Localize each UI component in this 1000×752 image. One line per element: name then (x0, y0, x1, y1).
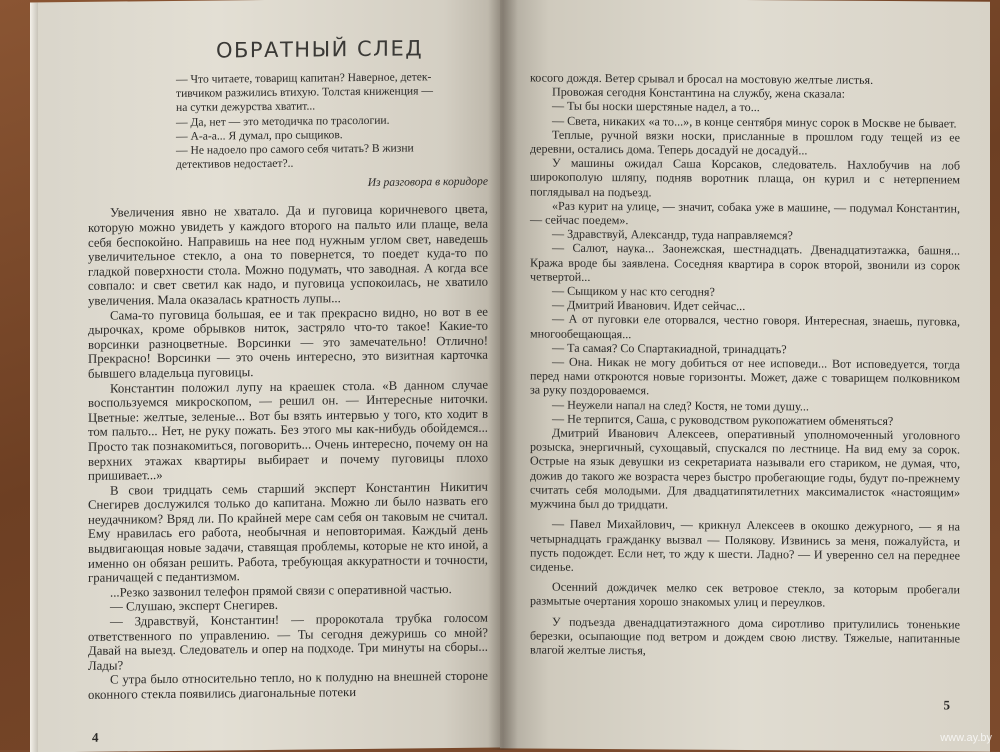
left-page (30, 0, 500, 752)
right-page (500, 0, 990, 752)
paragraph: ...Резко зазвонил телефон прямой связи с оперативной частью. (110, 581, 452, 600)
epigraph-line: — Что читаете, товарищ капитан? Наверное, детек- (176, 70, 432, 86)
paragraph: «Раз курит на улице, — значит, собака уже в машине, — подумал Константин, — сейчас поедем». (530, 198, 960, 228)
epigraph-line: — Не надоело про самого себя читать? В жизни (176, 141, 414, 157)
page-number-left: 4 (92, 729, 99, 745)
paragraph: — А от пуговки еле оторвался, честно говоря. Интересная, знаешь, пуговка, многообещающая... (530, 312, 960, 341)
paragraph: — Здравствуй, Александр, туда направляемся? (552, 226, 793, 243)
watermark: www.ay.by (940, 732, 992, 744)
paragraph: Осенний дождичек мелко сек ветровое стекло, за которым пробегали размытые очертания хорошо знакомых улиц и переулков. (530, 579, 960, 610)
paragraph: косого дождя. Ветер срывал и бросал на мостовую желтые листья. (530, 70, 874, 87)
paragraph: У машины ожидал Саша Корсаков, следователь. Нахлобучив на лоб широкополую шляпу, подняв воротник плаща, он курил и с нетерпением поглядывал на подъезд. (530, 155, 960, 199)
paragraph: Константин положил лупу на краешек стола. «В данном случае воспользуемся микроскопом, — решил он. — Интересные ниточки. Цветные: желтые, зеленые... Вот бы взять интервью у того, кто ходит в том пальто... Нет, не руку пожать. Без этого мы как-нибудь обойдемся... Просто так познакомиться, поговорить... Очень интересно, почему он на верхних этажах квартиры выбирает и почему пуговицы плохо пришивает...» (88, 377, 488, 483)
paragraph: — Дмитрий Иванович. Идет сейчас... (552, 297, 746, 314)
paragraph: — Та самая? Со Спартакиадной, тринадцать? (552, 340, 787, 357)
epigraph-line: — А-а-а... Я думал, про сыщиков. (176, 127, 343, 143)
epigraph-source: Из разговора в коридоре (367, 175, 488, 190)
paragraph: — Здравствуй, Константин! — пророкотала трубка голосом ответственного по управлению. — Ты сегодня дежуришь со мной? Давай на выезд. Следователь и опер на подходе. Три минуты на сборы... Лады? (88, 610, 488, 673)
paragraph: Сама-то пуговица большая, ее и так прекрасно видно, но вот в ее дырочках, кроме обрывков ниток, застряло что-то такое! Какие-то ворсинки разноцветные. Ворсинки — это замечательно! Отлично! Прекрасно! Ворсинки — это очень интересно, это визитная карточка бывшего владельца пуговицы. (88, 304, 488, 381)
page-stack-edge (30, 2, 38, 752)
paragraph: — Света, никаких «а то...», в конце сентября минус сорок в Москве не бывает. (552, 113, 957, 131)
paragraph: У подъезда двенадцатиэтажного дома сиротливо притулились тоненькие березки, осыпающие под ветром и дождем свою листву. Тяжелые, напитанные влагой желтые листья, (530, 614, 960, 658)
paragraph: — Ты бы носки шерстяные надел, а то... (552, 99, 760, 115)
paragraph: Теплые, ручной вязки носки, присланные в прошлом году тещей из ее деревни, остались дома. Теперь досадуй не досадуй... (530, 127, 960, 158)
paragraph: — Сыщиком у нас кто сегодня? (552, 283, 715, 299)
right-page-body (530, 70, 960, 659)
paragraph: В свои тридцать семь старший эксперт Константин Никитич Снегирев дослужился только до капитана. Можно ли было назвать его неудачником? Вряд ли. По крайней мере сам себя он таковым не считал. Ему нравилась его работа, необычная и неповторимая. Каждый день выдвигающая новые задачи, ставящая проблемы, которые не кто иной, а именно он обязан решить. Работа, требующая аккуратности и точности, граничащей с педантизмом. (88, 479, 488, 586)
page-number-right: 5 (943, 697, 950, 713)
epigraph-line: детективов недостает?.. (176, 156, 294, 172)
paragraph: — Она. Никак не могу добиться от нее исповеди... Вот исповедуется, тогда перед нами откроются новые горизонты. Может, даже с товарищем полковником за руку поздороваемся. (530, 354, 960, 398)
paragraph: — Салют, наука... Заонежская, шестнадцать. Двенадцатиэтажка, башня... Кража вроде бы заявлена. Соседняя квартира в сорок второй, звонили из сорок четвертой... (530, 241, 960, 284)
paragraph: Увеличения явно не хватало. Да и пуговица коричневого цвета, которую можно увидеть у каждого второго на пальто или плаще, вела себя беспокойно. Направишь на нее под нужным углом свет, наведешь увеличительное стекло, а она то повернется, то поедет куда-то по гладкой поверхности стола. Можно подумать, что заводная. А когда все совпало: и свет светил как надо, и пуговица успокоилась, не хватило увеличения. Мала оказалась кратность лупы... (88, 202, 488, 308)
paragraph: Дмитрий Иванович Алексеев, оперативный уполномоченный уголовного розыска, энергичный, сухощавый, спускался по лестнице. На вид ему за сорок. Острые на язык девушки из секретариата называли его стариком, не думая, что, дожив до такого же возраста через быстро пробегающие годы, будут по-прежнему считать себя молодыми. Для двадцатипятилетних максималисток «настоящим» мужчина был до тридцати. (530, 425, 960, 512)
paragraph: — Павел Михайлович, — крикнул Алексеев в окошко дежурного, — я на четырнадцать гражданку вызвал — Полякову. Извинись за меня, пожалуйста, и пусть подождет. Если нет, то жду к шести. Ладно? — И уверенно сел на переднее сиденье. (530, 516, 960, 574)
paragraph: — Неужели напал на след? Костя, не томи душу... (552, 397, 809, 414)
book-gutter (488, 0, 518, 750)
open-book (30, 0, 990, 750)
left-page-body (88, 202, 488, 702)
paragraph: Провожая сегодня Константина на службу, жена сказала: (552, 84, 845, 101)
paragraph: С утра было относительно тепло, но к полудню на внешней стороне оконного стекла появились диагональные потеки (88, 669, 488, 702)
paragraph: — Слушаю, эксперт Снегирев. (110, 598, 278, 615)
epigraph-line: тивчиком разжились втихую. Толстая книженция — (176, 84, 433, 101)
epigraph (176, 70, 488, 173)
epigraph-line: — Да, нет — это методичка по трасологии. (176, 113, 390, 129)
chapter-title: ОБРАТНЫЙ СЛЕД (216, 36, 424, 63)
paragraph: — Не терпится, Саша, с руководством рукопожатием обменяться? (552, 411, 894, 428)
epigraph-line: на сутки дежурства хватит... (176, 99, 316, 115)
